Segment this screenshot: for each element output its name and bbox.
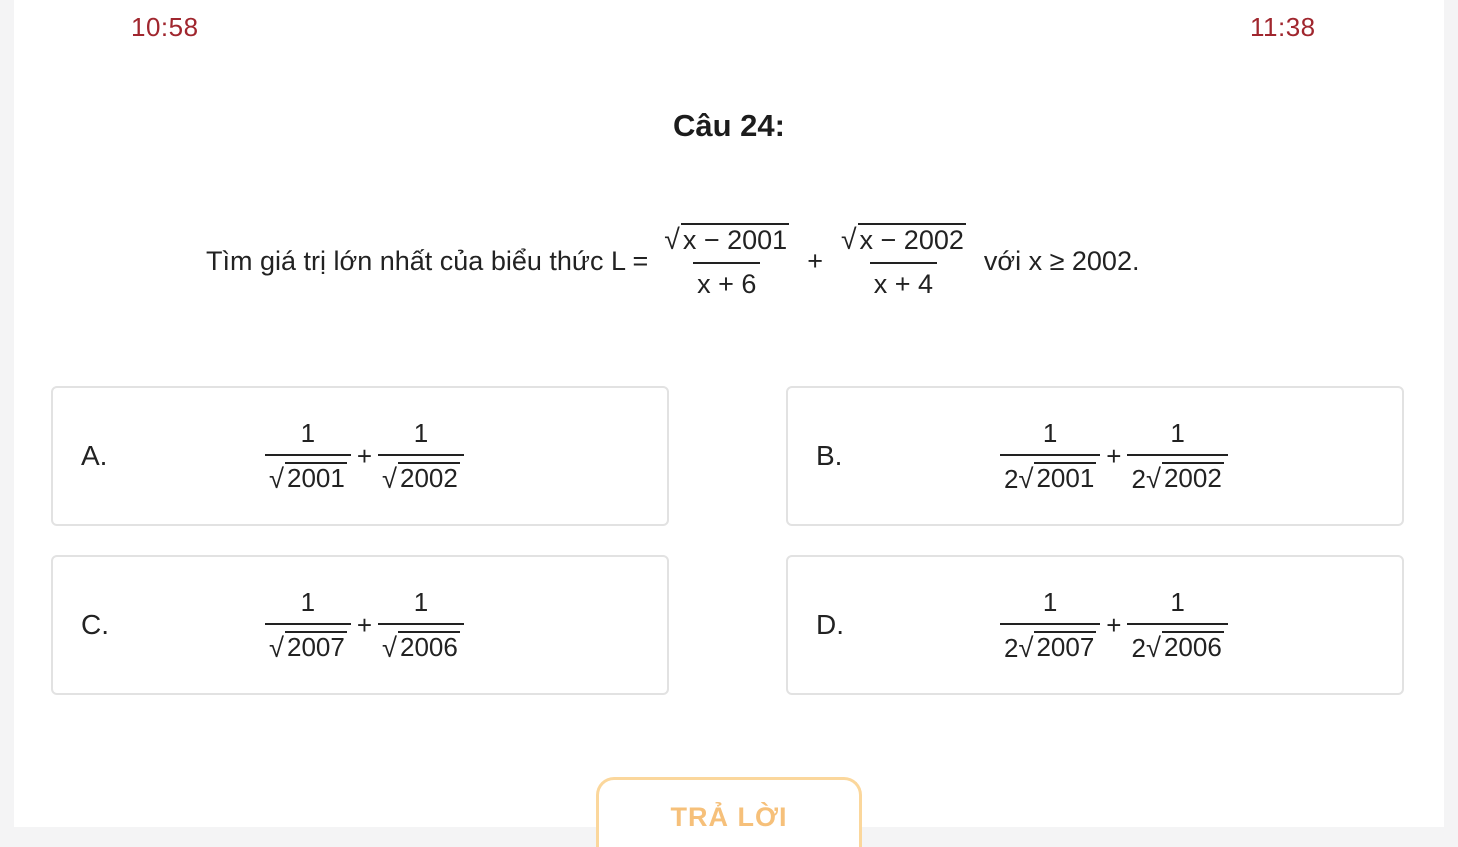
option-expression: 1 2 √ 2007 + 1 2 √ 2006 bbox=[996, 557, 1232, 693]
answer-option-d[interactable] bbox=[786, 555, 1404, 695]
option-expression: 1 √ 2007 + 1 √ 2006 bbox=[261, 557, 468, 693]
answer-option-b[interactable] bbox=[786, 386, 1404, 526]
submit-answer-label: TRẢ LỜI bbox=[670, 802, 788, 832]
remaining-timer: 11:38 bbox=[1250, 12, 1316, 42]
question-frac2-denominator: x + 4 bbox=[870, 262, 937, 300]
option-expression: 1 √ 2001 + 1 √ 2002 bbox=[261, 388, 468, 524]
submit-answer-button[interactable] bbox=[596, 777, 862, 847]
option-expression: 1 2 √ 2001 + 1 2 √ 2002 bbox=[996, 388, 1232, 524]
question-text bbox=[206, 206, 1139, 316]
question-title: Câu 24: bbox=[673, 108, 785, 143]
question-condition: với x ≥ 2002. bbox=[983, 245, 1140, 276]
expression-lhs: L = bbox=[610, 245, 649, 276]
answer-option-a[interactable] bbox=[51, 386, 669, 526]
answer-option-c[interactable] bbox=[51, 555, 669, 695]
option-letter: A. bbox=[81, 440, 108, 471]
option-letter: B. bbox=[816, 440, 843, 471]
question-fraction-1: √ x − 2001 x + 6 bbox=[664, 223, 788, 299]
question-prompt: Tìm giá trị lớn nhất của biểu thức bbox=[206, 245, 604, 276]
question-fraction-2: √ x − 2002 x + 4 bbox=[840, 223, 964, 299]
question-frac2-numerator: x − 2002 bbox=[859, 224, 964, 255]
elapsed-timer: 10:58 bbox=[131, 12, 199, 42]
question-plus: + bbox=[807, 245, 823, 276]
option-letter: C. bbox=[81, 609, 109, 640]
option-letter: D. bbox=[816, 609, 844, 640]
question-frac1-denominator: x + 6 bbox=[693, 262, 760, 300]
question-frac1-numerator: x − 2001 bbox=[682, 224, 788, 255]
